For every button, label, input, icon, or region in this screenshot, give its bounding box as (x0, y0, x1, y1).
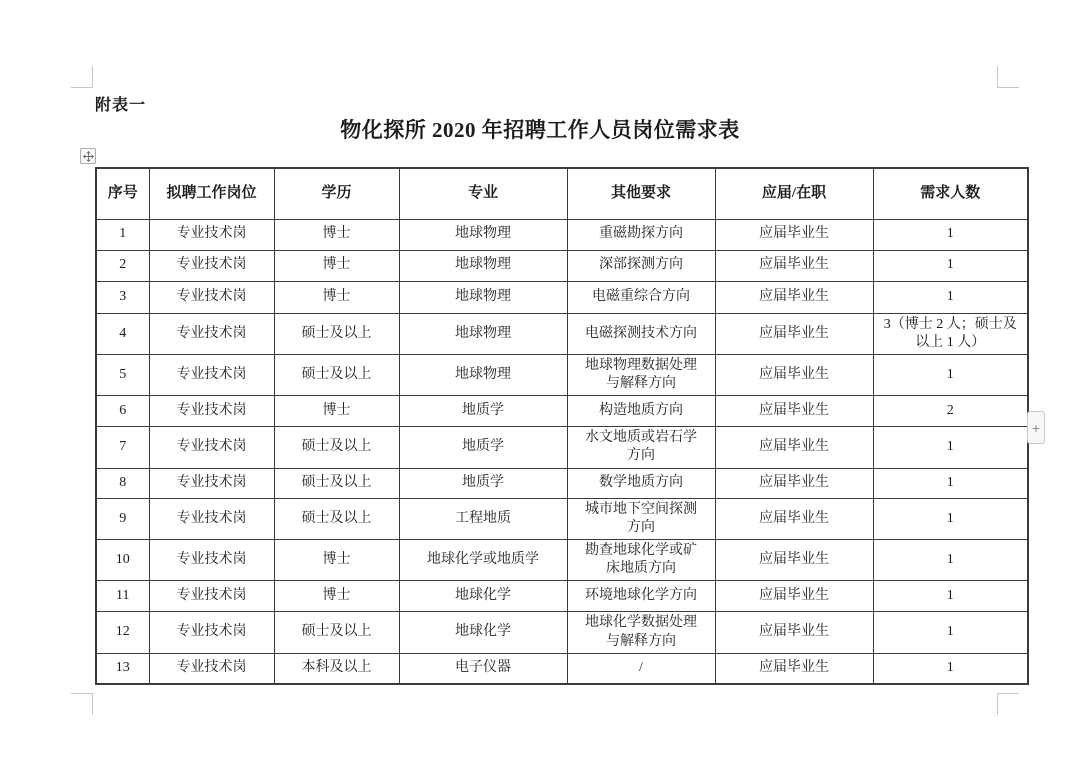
column-header-3: 学历 (274, 168, 399, 219)
cell-r2-c5: 深部探测方向 (567, 250, 715, 281)
column-header-7: 需求人数 (873, 168, 1028, 219)
page-title: 物化探所 2020 年招聘工作人员岗位需求表 (340, 118, 740, 142)
cell-r11-c3: 博士 (274, 581, 399, 612)
cell-r6-c7: 2 (873, 396, 1028, 427)
cell-r9-c6: 应届毕业生 (715, 498, 873, 539)
table-row (96, 540, 1028, 581)
cell-r8-c4: 地质学 (399, 468, 567, 498)
insert-row-plus-button[interactable] (1027, 411, 1045, 444)
cell-r9-c3: 硕士及以上 (274, 498, 399, 539)
column-header-2: 拟聘工作岗位 (149, 168, 274, 219)
table-row (96, 313, 1028, 354)
cell-r13-c7: 1 (873, 653, 1028, 684)
cell-r7-c1: 7 (96, 427, 149, 468)
cell-r6-c5: 构造地质方向 (567, 396, 715, 427)
cell-r3-c5: 电磁重综合方向 (567, 281, 715, 313)
cell-r1-c7: 1 (873, 219, 1028, 250)
cell-r11-c7: 1 (873, 581, 1028, 612)
cell-r3-c7: 1 (873, 281, 1028, 313)
table-row (96, 468, 1028, 498)
table-row (96, 219, 1028, 250)
cell-r4-c4: 地球物理 (399, 313, 567, 354)
plus-icon: + (1031, 419, 1041, 436)
cell-r12-c1: 12 (96, 612, 149, 653)
cell-r10-c3: 博士 (274, 540, 399, 581)
cell-r2-c4: 地球物理 (399, 250, 567, 281)
cell-r11-c1: 11 (96, 581, 149, 612)
cell-r11-c4: 地球化学 (399, 581, 567, 612)
cell-r2-c7: 1 (873, 250, 1028, 281)
cell-r11-c6: 应届毕业生 (715, 581, 873, 612)
cell-r10-c2: 专业技术岗 (149, 540, 274, 581)
cell-r7-c3: 硕士及以上 (274, 427, 399, 468)
cell-r10-c7: 1 (873, 540, 1028, 581)
cell-r13-c2: 专业技术岗 (149, 653, 274, 684)
cell-r5-c4: 地球物理 (399, 354, 567, 395)
cell-r4-c5: 电磁探测技术方向 (567, 313, 715, 354)
cell-r12-c2: 专业技术岗 (149, 612, 274, 653)
cell-r1-c4: 地球物理 (399, 219, 567, 250)
annex-label: 附表一 (95, 97, 147, 114)
cell-r5-c5: 地球物理数据处理与解释方向 (567, 354, 715, 395)
cell-r7-c7: 1 (873, 427, 1028, 468)
table-row (96, 427, 1028, 468)
cell-r1-c1: 1 (96, 219, 149, 250)
cell-r1-c2: 专业技术岗 (149, 219, 274, 250)
cell-r13-c5: / (567, 653, 715, 684)
cell-r6-c2: 专业技术岗 (149, 396, 274, 427)
cell-r9-c4: 工程地质 (399, 498, 567, 539)
column-header-5: 其他要求 (567, 168, 715, 219)
cell-r6-c3: 博士 (274, 396, 399, 427)
table-row (96, 354, 1028, 395)
cell-r9-c7: 1 (873, 498, 1028, 539)
table-row (96, 281, 1028, 313)
cell-r3-c6: 应届毕业生 (715, 281, 873, 313)
cell-r10-c6: 应届毕业生 (715, 540, 873, 581)
page-margin-corner-bottom-left (71, 693, 93, 715)
cell-r12-c6: 应届毕业生 (715, 612, 873, 653)
cell-r10-c1: 10 (96, 540, 149, 581)
cell-r8-c5: 数学地质方向 (567, 468, 715, 498)
cell-r4-c6: 应届毕业生 (715, 313, 873, 354)
table-row (96, 396, 1028, 427)
cell-r9-c2: 专业技术岗 (149, 498, 274, 539)
page-margin-corner-bottom-right (997, 693, 1019, 715)
cell-r4-c2: 专业技术岗 (149, 313, 274, 354)
cell-r8-c7: 1 (873, 468, 1028, 498)
cell-r8-c6: 应届毕业生 (715, 468, 873, 498)
table-row (96, 498, 1028, 539)
cell-r5-c6: 应届毕业生 (715, 354, 873, 395)
column-header-4: 专业 (399, 168, 567, 219)
column-header-1: 序号 (96, 168, 149, 219)
cell-r6-c6: 应届毕业生 (715, 396, 873, 427)
cell-r13-c4: 电子仪器 (399, 653, 567, 684)
cell-r13-c6: 应届毕业生 (715, 653, 873, 684)
cell-r7-c5: 水文地质或岩石学方向 (567, 427, 715, 468)
table-header-row (96, 168, 1028, 219)
cell-r1-c3: 博士 (274, 219, 399, 250)
table-row (96, 612, 1028, 653)
cell-r7-c2: 专业技术岗 (149, 427, 274, 468)
cell-r3-c4: 地球物理 (399, 281, 567, 313)
cell-r2-c3: 博士 (274, 250, 399, 281)
cell-r4-c1: 4 (96, 313, 149, 354)
cell-r7-c6: 应届毕业生 (715, 427, 873, 468)
cell-r8-c2: 专业技术岗 (149, 468, 274, 498)
cell-r5-c7: 1 (873, 354, 1028, 395)
cell-r6-c4: 地质学 (399, 396, 567, 427)
column-header-6: 应届/在职 (715, 168, 873, 219)
cell-r9-c1: 9 (96, 498, 149, 539)
cell-r3-c2: 专业技术岗 (149, 281, 274, 313)
cell-r4-c3: 硕士及以上 (274, 313, 399, 354)
table-row (96, 653, 1028, 684)
move-icon (83, 151, 94, 162)
cell-r10-c5: 勘查地球化学或矿床地质方向 (567, 540, 715, 581)
cell-r1-c6: 应届毕业生 (715, 219, 873, 250)
cell-r13-c3: 本科及以上 (274, 653, 399, 684)
cell-r12-c4: 地球化学 (399, 612, 567, 653)
cell-r10-c4: 地球化学或地质学 (399, 540, 567, 581)
cell-r7-c4: 地质学 (399, 427, 567, 468)
cell-r8-c1: 8 (96, 468, 149, 498)
cell-r13-c1: 13 (96, 653, 149, 684)
cell-r12-c7: 1 (873, 612, 1028, 653)
cell-r6-c1: 6 (96, 396, 149, 427)
table-row (96, 581, 1028, 612)
cell-r5-c1: 5 (96, 354, 149, 395)
cell-r3-c1: 3 (96, 281, 149, 313)
cell-r5-c3: 硕士及以上 (274, 354, 399, 395)
cell-r5-c2: 专业技术岗 (149, 354, 274, 395)
cell-r2-c6: 应届毕业生 (715, 250, 873, 281)
cell-r11-c5: 环境地球化学方向 (567, 581, 715, 612)
table-row (96, 250, 1028, 281)
cell-r12-c3: 硕士及以上 (274, 612, 399, 653)
requirements-table (95, 167, 1029, 685)
cell-r12-c5: 地球化学数据处理与解释方向 (567, 612, 715, 653)
cell-r4-c7: 3（博士 2 人；硕士及以上 1 人） (873, 313, 1028, 354)
cell-r2-c1: 2 (96, 250, 149, 281)
cell-r11-c2: 专业技术岗 (149, 581, 274, 612)
cell-r9-c5: 城市地下空间探测方向 (567, 498, 715, 539)
cell-r1-c5: 重磁勘探方向 (567, 219, 715, 250)
cell-r8-c3: 硕士及以上 (274, 468, 399, 498)
cell-r2-c2: 专业技术岗 (149, 250, 274, 281)
page-margin-corner-top-right (997, 66, 1019, 88)
cell-r3-c3: 博士 (274, 281, 399, 313)
page-margin-corner-top-left (71, 66, 93, 88)
table-move-handle[interactable] (80, 148, 96, 164)
